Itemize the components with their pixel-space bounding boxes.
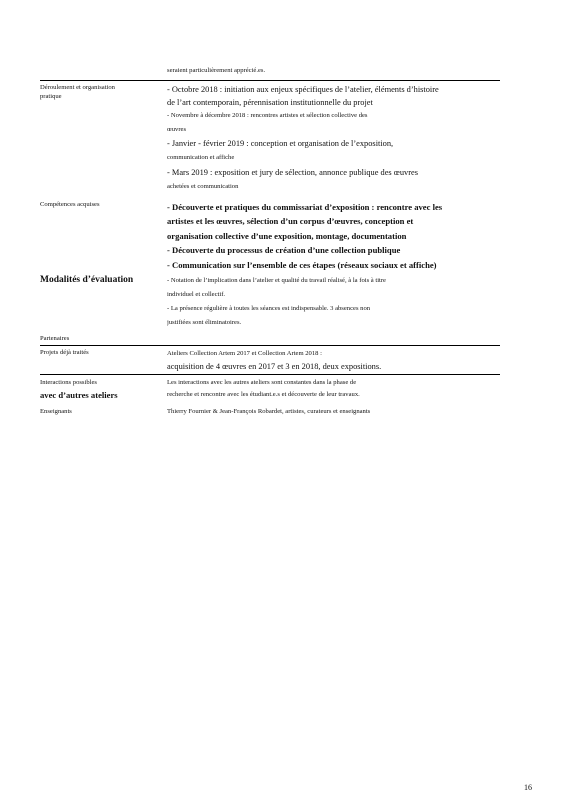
label-interactions [40, 377, 162, 401]
row-deroulement [40, 83, 500, 195]
value-projets: Ateliers Collection Artem 2017 et Collection Artem 2018 : acquisition de 4 œuvres en 2017 et 3 en 2018, deux expositions. [167, 350, 382, 371]
table-rule [40, 345, 500, 346]
row-partenaires [40, 334, 500, 344]
label-interactions-line2: avec d’autres ateliers [40, 390, 118, 400]
label-projets: Projets déjà traités [40, 349, 89, 356]
label-evaluation: Modalités d’évaluation [40, 275, 134, 285]
page-number: 16 [524, 783, 532, 792]
value-interactions: Les interactions avec les autres ateliers sont constantes dans la phase de recherche et rencontre avec les étudiant.e.s et découverte de leur travaux. [167, 379, 360, 398]
value-evaluation: - Notation de l’implication dans l’atelier et qualité du travail réalisé, à la fois à titre individuel et collectif. - La présence régulière à toutes les séances est indispensable. 3 absences non justifiées sont éliminatoires. [167, 277, 386, 326]
value-deroulement: - Octobre 2018 : initiation aux enjeux spécifiques de l’atelier, éléments d’histoire de l’art contemporain, pérennisation institutionnelle du projet - Novembre à décembre 2018 : rencontres artistes et sélection collective des œuvres - Janvier - février 2019 : conception et organisation de l’exposition, communication et affiche - Mars 2019 : exposition et jury de sélection, annonce publique des œuvres achetées et communication [167, 85, 439, 190]
row-competences [40, 200, 500, 272]
label-enseignants: Enseignants [40, 408, 72, 415]
row-projets [40, 348, 500, 374]
label-deroulement: Déroulement et organisation pratique [40, 84, 115, 100]
label-competences: Compétences acquises [40, 201, 100, 208]
continuation-text: seraient particulièrement apprécié.es. [167, 67, 266, 74]
label-partenaires: Partenaires [40, 335, 70, 342]
label-interactions-line1: Interactions possibles [40, 379, 97, 386]
row-evaluation [40, 274, 500, 330]
continuation-row [40, 66, 500, 78]
table-rule [40, 374, 500, 375]
row-enseignants [40, 407, 500, 419]
row-interactions [40, 377, 500, 403]
value-enseignants: Thierry Fournier & Jean-François Robardet, artistes, curateurs et enseignants [167, 408, 371, 415]
value-competences: - Découverte et pratiques du commissariat d’exposition : rencontre avec les artistes et les œuvres, sélection d’un corpus d’œuvres, conception et organisation collective d’une exposition, montage, documentation - Découverte du processus de création d’une collection publique - Communication sur l’ensemble de ces étapes (réseaux sociaux et affiche) [167, 202, 443, 270]
table-rule [40, 80, 500, 81]
